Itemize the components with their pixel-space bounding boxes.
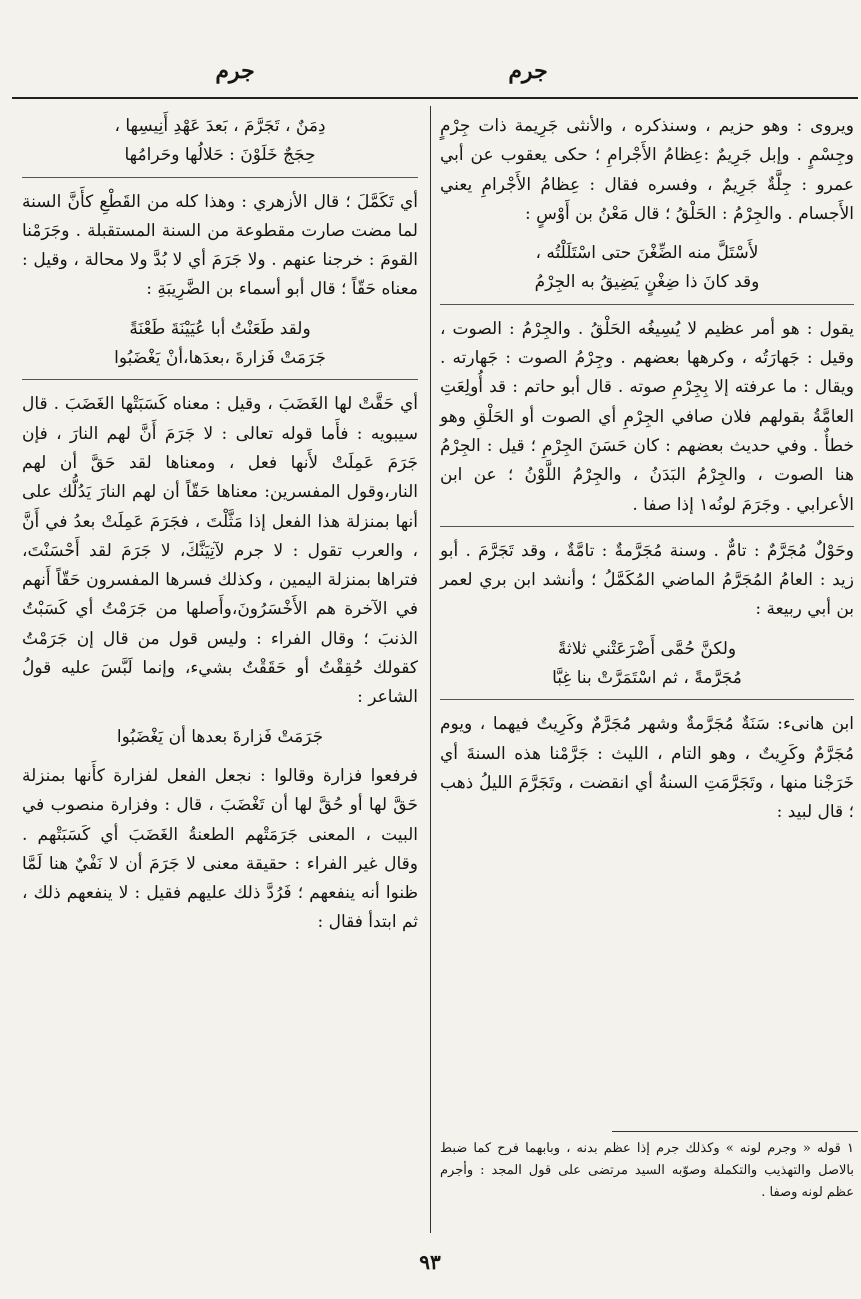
verse-line: دِمَنٌ ، تَجَرَّمَ ، بَعدَ عَهْدِ أَنِيسِها ،	[114, 116, 326, 136]
section-separator	[22, 177, 418, 178]
verse-line: مُجَرَّمةً ، ثم اسْتَمَرَّتْ بنا غِبَّا	[552, 668, 742, 689]
verse-line: حِجَجٌ خَلَوْنَ : حَلالُها وحَرامُها	[124, 145, 316, 166]
running-header-right: جرم	[508, 58, 548, 84]
right-column	[440, 112, 854, 828]
section-separator	[22, 379, 418, 380]
page-number: ٩٣	[419, 1250, 441, 1274]
paragraph: ويروى : وهو حزيم ، وسنذكره ، والأنثى جَرِيمة ذات جِرْمٍ وجِسْمٍ . وإبل جَرِيمٌ :عِظامُ الأَجْرامِ ؛ حكى يعقوب عن أبي عمرو : جِلَّةٌ جَرِيمٌ ، وفسره فقال : عِظامُ الأَجْرامِ يعني الأَجسام . والجِرْمُ : الحَلْقُ ؛ قال مَعْنُ بن أَوْسٍ :	[440, 116, 854, 224]
paragraph: ابن هانىء: سَنَةٌ مُجَرَّمةٌ وشهر مُجَرَّمٌ وكَرِيتٌ فيهما ، ويوم مُجَرَّمٌ وكَرِيتٌ ، وهو التام ، الليث : جَرَّمْنا هذه السنةَ أي خَرَجْنا منها ، وتَجَرَّمَتِ السنةُ أي انقضت ، وتَجَرَّمَ الليلُ ذهب ؛ قال لبيد :	[440, 714, 854, 823]
verse-line: ولكنَّ حُمَّى أَضْرَعَتْني ثلاثةً	[557, 638, 737, 659]
verse-line: ولقد طَعَنْتُ أبا عُيَيْنَةَ طَعْنَةً	[129, 318, 311, 339]
column-divider	[430, 106, 431, 1233]
verse-line: جَرَمَتْ فَزارةَ ،بعدَها،أنْ يَغْضَبُوا	[114, 348, 326, 369]
section-separator	[440, 526, 854, 527]
verse-line: لأَسْتَلَّ منه الضِّغْنَ حتى اسْتَلَلْتُه ،	[535, 243, 759, 264]
section-separator	[440, 699, 854, 700]
paragraph: وحَوْلٌ مُجَرَّمٌ : تامٌّ . وسنة مُجَرَّمةٌ : تامَّةٌ ، وقد تَجَرَّمَ . أبو زيد : العامُ المُجَرَّمُ الماضي المُكَمَّلُ ؛ وأنشد ابن بري لعمر بن أبي ربيعة :	[440, 540, 854, 620]
verse-line: جَرَمَتْ فَزارةَ بعدها أن يَغْضَبُوا	[116, 726, 324, 747]
paragraph: أي حَقَّتْ لها الغَضَبَ ، وقيل : معناه كَسَبَتْها الغَضَبَ . قال سيبويه : فأَما قوله تعالى : لا جَرَمَ أَنَّ لهم النارَ ، فإن جَرَمَ عَمِلَتْ لأَنها فعل ، ومعناها لقد حَقَّ أن لهم النار،وقول المفسرين: معناها حَقّاً أن لهم النارَ يَدُلُّك على أنها بمنزلة هذا الفعل إذا مَثَّلْتَ ، فجَرَمَ عَمِلَتْ بعدُ في أَنَّ ، والعرب تقول : لا جرم لآتِيَنَّكَ، لا جَرَمَ لقد أَحْسَنْتَ، فتراها بمنزلة اليمين ، وكذلك فسرها المفسرون حَقّاً أَنهم في الآخرة هم الأَخْسَرُونَ،وأَصلها من جَرَمْتُ أي كَسَبْتُ الذنبَ ؛ وقال الفراء : وليس قول من قال إن جَرَمْتُ كقولك حُقِقْتُ أو حَقَقْتُ بشيء، وإنما لَبَّسَ عليه قولُ الشاعر :	[22, 394, 419, 708]
paragraph: يقول : هو أمر عظيم لا يُسِيغُه الحَلْقُ . والجِرْمُ : الصوت ، وقيل : جَهارَتُه ، وكرهها بعضهم . وجِرْمُ الصوت : جَهارته . ويقال : ما عرفته إلا بِجِرْمِ صوته . قال أبو حاتم : قد أُولِعَتِ العامَّةُ بقولهم فلان صافي الجِرْمِ أي الصوت أو الحَلْقِ وهو خطأٌ . وفي حديث بعضهم : كان حَسَنَ الجِرْمِ ؛ قيل : الجِرْمُ هنا الصوت ، والجِرْمُ البَدَنُ ، والجِرْمُ اللَّوْنُ ؛ عن ابن الأعرابي . وجَرَمَ لونُه١ إذا صفا .	[440, 318, 854, 515]
section-separator	[440, 304, 854, 305]
running-header-left: جرم	[215, 58, 255, 84]
header-rule	[12, 97, 858, 99]
left-column	[22, 112, 418, 938]
footnote-rule	[612, 1131, 858, 1132]
verse-line: وقد كانَ ذا ضِغْنٍ يَضِيقُ به الجِرْمُ	[534, 272, 760, 293]
paragraph: فرفعوا فزارة وقالوا : نجعل الفعل لفزارة كأَنها بمنزلة حَقَّ لها أو حُقَّ لها أن تَغْضَبَ ، قال : وفزارة منصوب في البيت ، المعنى جَرَمَتْهم الطعنةُ الغَضَبَ أي كَسَبَتْهم . وقال غير الفراء : حقيقة معنى لا جَرَمَ أن لا نَفْيٌ هنا لَمَّا ظنوا أنه ينفعهم ؛ فَرُدَّ ذلك عليهم فقيل : لا ينفعهم ذلك ، ثم ابتدأ فقال :	[22, 765, 418, 933]
footnote: ١ قوله « وجرم لونه » وكذلك جرم إذا عظم بدنه ، وبابهما فرح كما ضبط بالاصل والتهذيب والتكملة وصوّبه السيد مرتضى على قول المجد : وأجرم عظم لونه وصفا .	[440, 1141, 854, 1200]
paragraph: أي تَكَمَّلَ ؛ قال الأزهري : وهذا كله من القَطْعِ كأَنَّ السنة لما مضت صارت مقطوعة من السنة المستقبلة . وجَرَمْنا القومَ : خرجنا عنهم . ولا جَرَمَ أي لا بُدَّ ولا محالة ، وقيل : معناه حَقّاً ؛ قال أبو أسماء بن الضَّرِيبَةِ :	[22, 191, 418, 300]
